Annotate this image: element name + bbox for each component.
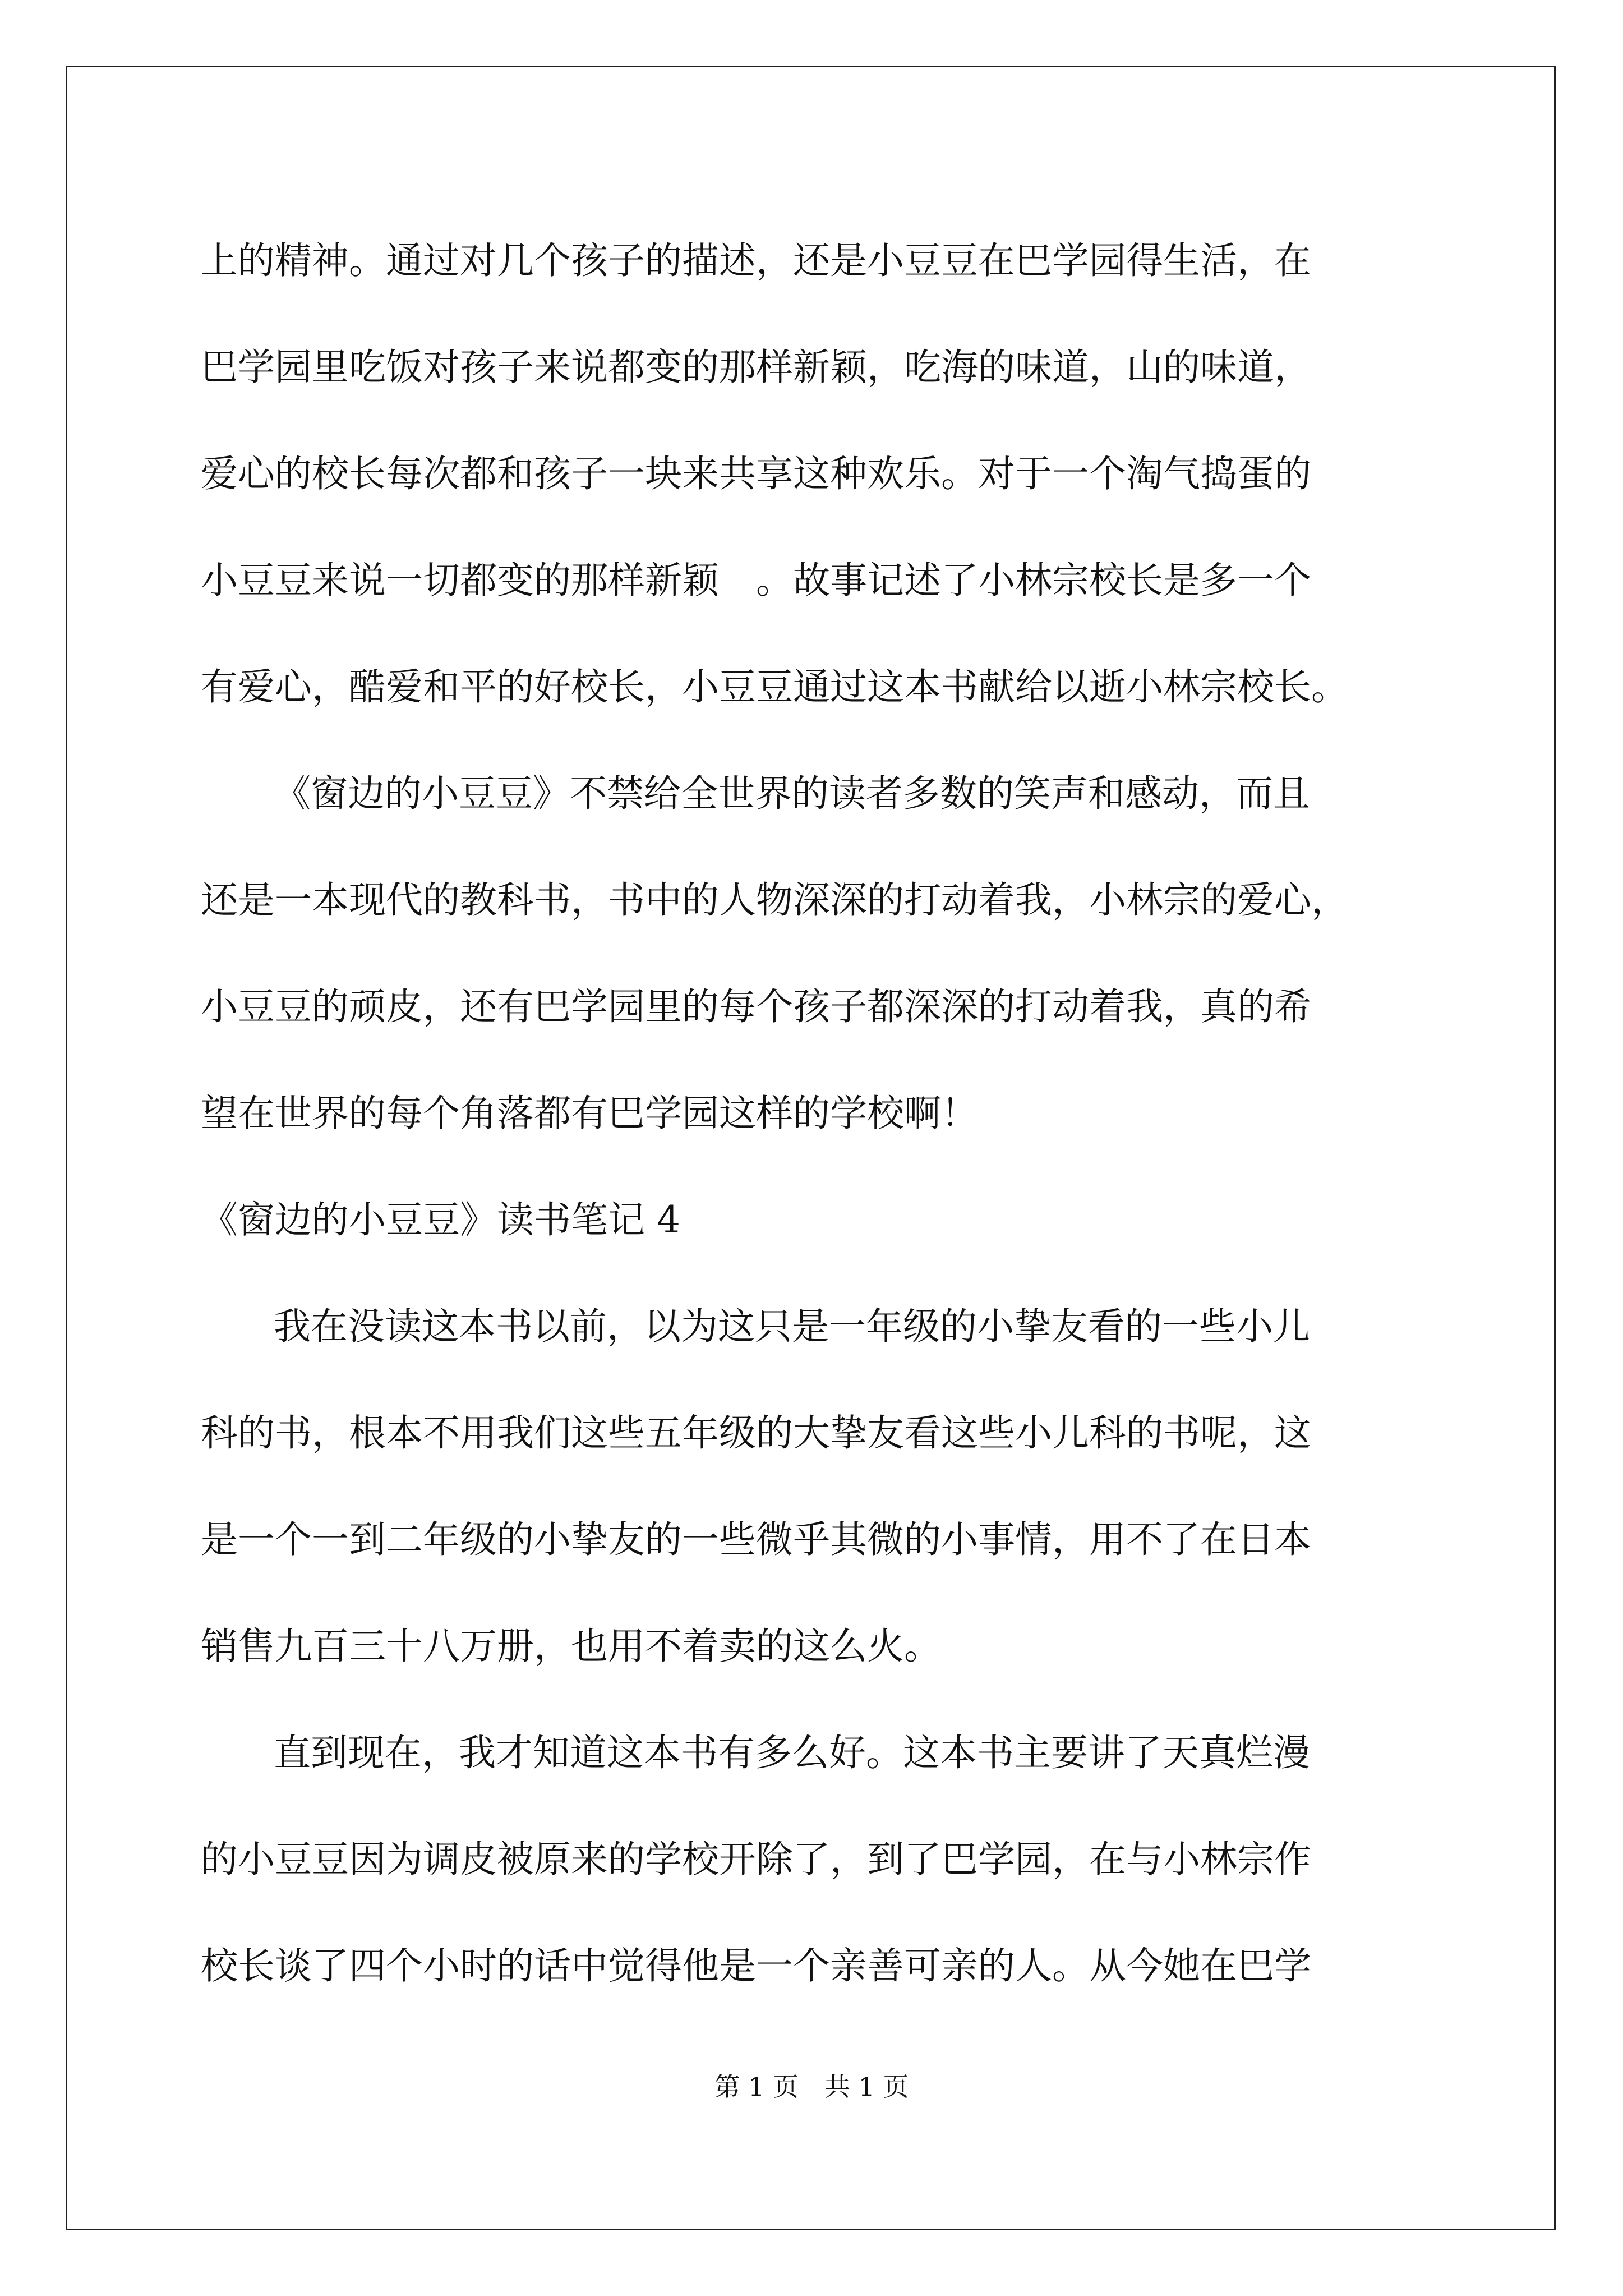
text-line: 上的精神。通过对几个孩子的描述，还是小豆豆在巴学园得生活，在	[201, 239, 1311, 282]
text-line: 还是一本现代的教科书，书中的人物深深的打动着我，小林宗的爱心，	[201, 878, 1348, 922]
document-body	[201, 208, 1435, 2019]
page-number-label: 第 1 页 共 1 页	[714, 2072, 909, 2102]
page-footer	[0, 2070, 1623, 2104]
paragraph-start-line: 我在没读这本书以前，以为这只是一年级的小挚友看的一些小儿	[274, 1305, 1310, 1348]
section-heading: 《窗边的小豆豆》读书笔记 4	[201, 1198, 680, 1241]
text-line: 销售九百三十八万册，也用不着卖的这么火。	[201, 1625, 941, 1668]
text-line: 小豆豆的顽皮，还有巴学园里的每个孩子都深深的打动着我，真的希	[201, 985, 1311, 1028]
text-line: 巴学园里吃饭对孩子来说都变的那样新颖，吃海的味道，山的味道，	[201, 346, 1311, 389]
paragraph-start-line: 直到现在，我才知道这本书有多么好。这本书主要讲了天真烂漫	[274, 1731, 1310, 1774]
text-line: 校长谈了四个小时的话中觉得他是一个亲善可亲的人。从今她在巴学	[201, 1944, 1311, 1987]
text-line: 科的书，根本不用我们这些五年级的大挚友看这些小儿科的书呢，这	[201, 1411, 1311, 1455]
text-line: 的小豆豆因为调皮被原来的学校开除了，到了巴学园，在与小林宗作	[201, 1838, 1311, 1881]
paragraph-start-line: 《窗边的小豆豆》不禁给全世界的读者多数的笑声和感动，而且	[274, 772, 1310, 815]
text-line: 望在世界的每个角落都有巴学园这样的学校啊！	[201, 1092, 978, 1135]
text-line: 小豆豆来说一切都变的那样新颖 。故事记述了小林宗校长是多一个	[201, 559, 1311, 602]
text-line: 是一个一到二年级的小挚友的一些微乎其微的小事情，用不了在日本	[201, 1518, 1311, 1561]
text-line: 有爱心，酷爱和平的好校长，小豆豆通过这本书献给以逝小林宗校长。	[201, 665, 1348, 708]
text-line: 爱心的校长每次都和孩子一块来共享这种欢乐。对于一个淘气捣蛋的	[201, 452, 1311, 495]
